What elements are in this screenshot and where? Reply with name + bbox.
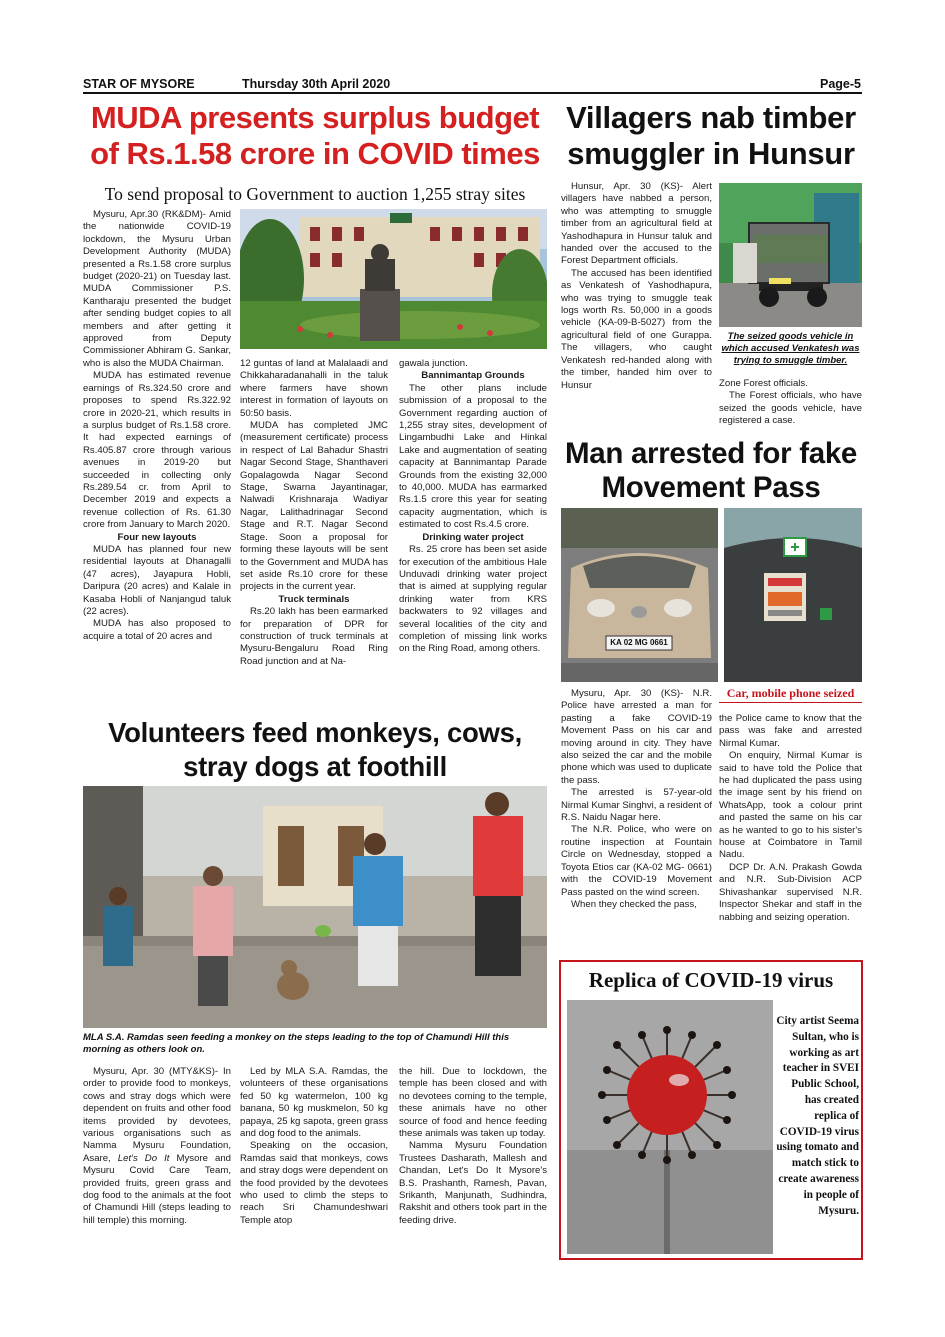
muda-column-1 <box>83 209 231 707</box>
muda-subheading-water: Drinking water project <box>422 531 524 543</box>
timber-paragraph: The Forest officials, who have seized the goods vehicle, have registered a case. <box>719 390 862 427</box>
muda-paragraph: Mysuru, Apr.30 (RK&DM)- Amid the nationwide COVID-19 lockdown, the Mysuru Urban Development Authority (MUDA) presented a Rs.1.58 crore surplus budget (2020-21) on Tuesday last. MUDA Commissioner P.S. Kantharaju presented the budget after sending budget copies to all members and after getting it approved from Deputy Commissioner Abhiram G. Sankar, who is also the MUDA Chairman. <box>83 209 231 369</box>
pass-paragraph: The arrested is 57-year-old Nirmal Kumar Singhvi, a resident of R.S. Naidu Nagar here. <box>561 787 712 824</box>
muda-paragraph: The other plans include submission of a proposal to the Government regarding auction of 1,255 stray sites, development of Lingambudhi Lake and Hinkal Lake and augmentation of seating capacity at Bannimantap Parade Grounds from the existing 32,000 to 40,000. MUDA has earmarked Rs.1.5 crore this year for seating capacity augmentation, which is estimated to cost Rs.4.5 crore. <box>399 382 547 531</box>
muda-subheading-truck: Truck terminals <box>278 593 350 605</box>
pass-paragraph: the Police came to know that the pass was fake and arrested Nirmal Kumar. <box>719 713 862 749</box>
volunteers-headline <box>80 716 550 784</box>
volunteers-column-1 <box>83 1066 231 1262</box>
volunteers-photo-caption: MLA S.A. Ramdas seen feeding a monkey on the steps leading to the top of Chamundi Hill this morning as others look on. <box>83 1032 510 1055</box>
volunteers-column-2 <box>240 1066 388 1262</box>
muda-column-2 <box>240 358 388 708</box>
pass-headline-line2: Movement Pass <box>601 471 821 504</box>
pass-paragraph: When they checked the pass, <box>571 898 697 910</box>
volunteers-org-italic: Let's Do It <box>117 1152 170 1164</box>
monkey-feeding-photo <box>83 786 547 1028</box>
issue-date: Thursday 30th April 2020 <box>242 77 391 91</box>
pass-paragraph: DCP Dr. A.N. Prakash Gowda and N.R. Sub-Division ACP Shivashankar supervised N.R. Inspector Shekar and staff in the nabbing and seizing operation. <box>719 861 862 923</box>
volunteers-paragraph: Speaking on the occasion, Ramdas said that monkeys, cows and stray dogs were dependent on the food provided by the devotees who used to climb the steps to reach Sri Chamundeshwari Temple atop <box>240 1140 388 1226</box>
pass-photo-caption: Car, mobile phone seized <box>719 686 862 703</box>
pass-paragraph: The N.R. Police, who were on routine inspection at Fountain Circle on Wednesday, stopped a Toyota Etios car (KA-02 MG- 0661) with the COVID-19 Movement Pass pasted on the wind screen. <box>561 824 712 898</box>
muda-subheading-layouts: Four new layouts <box>117 531 197 543</box>
muda-paragraph: MUDA has estimated revenue earnings of Rs.324.50 crore and proposes to spend Rs.322.92 crore in 2020-21, which results in a surplus budget of Rs.1.58 crore. It had expected earnings of Rs.405.87 crore through various avenues in 2019-20 but succeeded in collecting only Rs.289.54 cr. from April to December 2019 and expects a revenue collection of Rs. 61.30 crore from January to March 2020. <box>83 370 231 531</box>
timber-paragraph: Hunsur, Apr. 30 (KS)- Alert villagers have nabbed a person, who was attempting to smuggle timber from an agricultural field at Yashodhapura in Hunsur taluk and handed over the accused to the Forest Department officials. <box>561 181 712 267</box>
muda-column-3 <box>399 358 547 708</box>
timber-column-2 <box>719 378 862 434</box>
volunteers-paragraph: Led by MLA S.A. Ramdas, the volunteers of these organisations fed 50 kg watermelon, 100 kg banana, 50 kg muskmelon, 50 kg papaya, 25 kg sapota, green grass and dog food to the animals. <box>240 1066 388 1140</box>
replica-box <box>559 960 863 1260</box>
volunteers-paragraph: the hill. Due to lockdown, the temple has been closed and with no devotees coming to the temple, these animals have no other source of food and hence feeding these animals was taken up today. <box>399 1066 547 1140</box>
muda-headline-line1: MUDA presents surplus budget <box>90 100 540 135</box>
pass-headline <box>556 437 866 505</box>
pass-column-1 <box>561 688 712 950</box>
timber-paragraph: The accused has been identified as Venkatesh of Yashodhapura, who was trying to smuggle teak logs worth Rs. 50,000 in a goods vehicle (KA-09-B-5027) from the agricultural field of one Gurappa. The villagers, who caught Venkatesh red-handed along with the timber, handed him over to Hunsur <box>561 267 712 391</box>
pass-paragraph: Mysuru, Apr. 30 (KS)- N.R. Police have arrested a man for pasting a fake COVID-19 Movement Pass on his car and moving around in city. They have also seized the car and the mobile phone which was used to duplicate the pass. <box>561 688 712 786</box>
timber-vehicle-photo <box>719 183 862 327</box>
pass-paragraph: On enquiry, Nirmal Kumar is said to have told the Police that he had duplicated the pass using the image sent by his friend on WhatsApp, took a colour print and pasted the same on his car as he wanted to go to his sister's house at Coimbatore in Tamil Nadu. <box>719 750 862 861</box>
muda-paragraph: MUDA has also proposed to acquire a total of 20 acres and <box>83 618 231 642</box>
page-number: Page-5 <box>820 77 861 91</box>
volunteers-headline-line1: Volunteers feed monkeys, cows, <box>108 717 522 748</box>
replica-title: Replica of COVID-19 virus <box>588 968 834 992</box>
volunteers-headline-line2: stray dogs at foothill <box>183 751 447 782</box>
license-plate: KA 02 MG 0661 <box>610 638 668 647</box>
timber-paragraph: Zone Forest officials. <box>719 378 808 389</box>
timber-headline-line2: smuggler in Hunsur <box>567 136 855 171</box>
windscreen-pass-photo <box>724 508 862 682</box>
publication-name: STAR OF MYSORE <box>83 77 195 91</box>
volunteers-paragraph: Namma Mysuru Foundation Trustees Dasharath, Mallesh and Chandan, Let's Do It Mysore's B.S. Prashanth, Ramesh, Pavan, Srikanth, Manjunath, Sudhindra, Rakshit and others took part in the feeding drive. <box>399 1140 547 1226</box>
timber-headline <box>556 100 866 172</box>
header-rule <box>83 92 862 94</box>
muda-paragraph: Rs.20 lakh has been earmarked for preparation of DPR for construction of truck terminals at Mysuru-Bengaluru Road Ring Road junction and at Na- <box>240 606 388 667</box>
volunteers-column-3 <box>399 1066 547 1262</box>
timber-photo-caption: The seized goods vehicle in which accused Venkatesh was trying to smuggle timber. <box>721 331 860 366</box>
muda-headline-line2: of Rs.1.58 crore in COVID times <box>90 136 540 171</box>
replica-text: City artist Seema Sultan, who is working as art teacher in SVEI Public School, has created replica of COVID-19 virus using tomato and match stick to create awareness in people of Mysuru. <box>776 1015 859 1217</box>
volunteers-text: Mysuru, Apr. 30 (MTY&KS)- In order to provide food to monkeys, cows and stray dogs which were dependent on fruits and other food items provided by devotees, various organisations such as Namma Mysuru Foundation, Asare, <box>83 1066 231 1164</box>
muda-subheading-bannimantap: Bannimantap Grounds <box>421 370 525 382</box>
timber-headline-line1: Villagers nab timber <box>566 100 856 135</box>
muda-subhead: To send proposal to Government to auction 1,255 stray sites <box>104 184 526 204</box>
timber-column-1 <box>561 181 712 431</box>
muda-paragraph: gawala junction. <box>399 358 468 369</box>
volunteers-text: Mysore and Mysuru Covid Care Team, provided fruits, green grass and dog food to the animals at the foot of Chamundi Hill (steps leading to hill temple) this morning. <box>83 1152 231 1226</box>
muda-paragraph: Rs. 25 crore has been set aside for execution of the ambitious Hale Unduvadi drinking water project that is aimed at supplying regular drinking water from KRS backwaters to 92 villages and several localities of the city and completion of missing link works on the Ring Road, among others. <box>399 544 547 655</box>
muda-paragraph: 12 guntas of land at Malalaadi and Chikkaharadanahalli in the taluk where farmers have shown interest in formation of layouts on 50:50 basis. <box>240 358 388 419</box>
pass-headline-line1: Man arrested for fake <box>564 437 858 470</box>
muda-paragraph: MUDA has planned four new residential layouts at Dhanagalli (47 acres), Jayapura Hobli, Daripura (20 acres) and Kalale in Kasaba Hobli of Nanjangud taluk (22 acres). <box>83 543 231 617</box>
pass-column-2 <box>719 713 862 951</box>
virus-replica-photo <box>567 1000 773 1254</box>
muda-headline <box>80 100 550 172</box>
muda-paragraph: MUDA has completed JMC (measurement certificate) process in respect of Lal Bahadur Shastri Nagar Second Stage, Shanthaveri Gopalagowda Nagar Second Stage, Swarna Jayantinagar, Nalwadi Krishnaraja Wadiyar Nagar, Lalithadrinagar Second Stage and R.T. Nagar Second Stage. Soon a proposal for forming these layouts will be sent to the Government and MUDA has set aside Rs.10 crore for these projects in the current year. <box>240 420 388 593</box>
muda-office-photo <box>240 209 547 349</box>
volunteers-paragraph <box>83 1066 231 1227</box>
etios-car-photo <box>561 508 718 682</box>
